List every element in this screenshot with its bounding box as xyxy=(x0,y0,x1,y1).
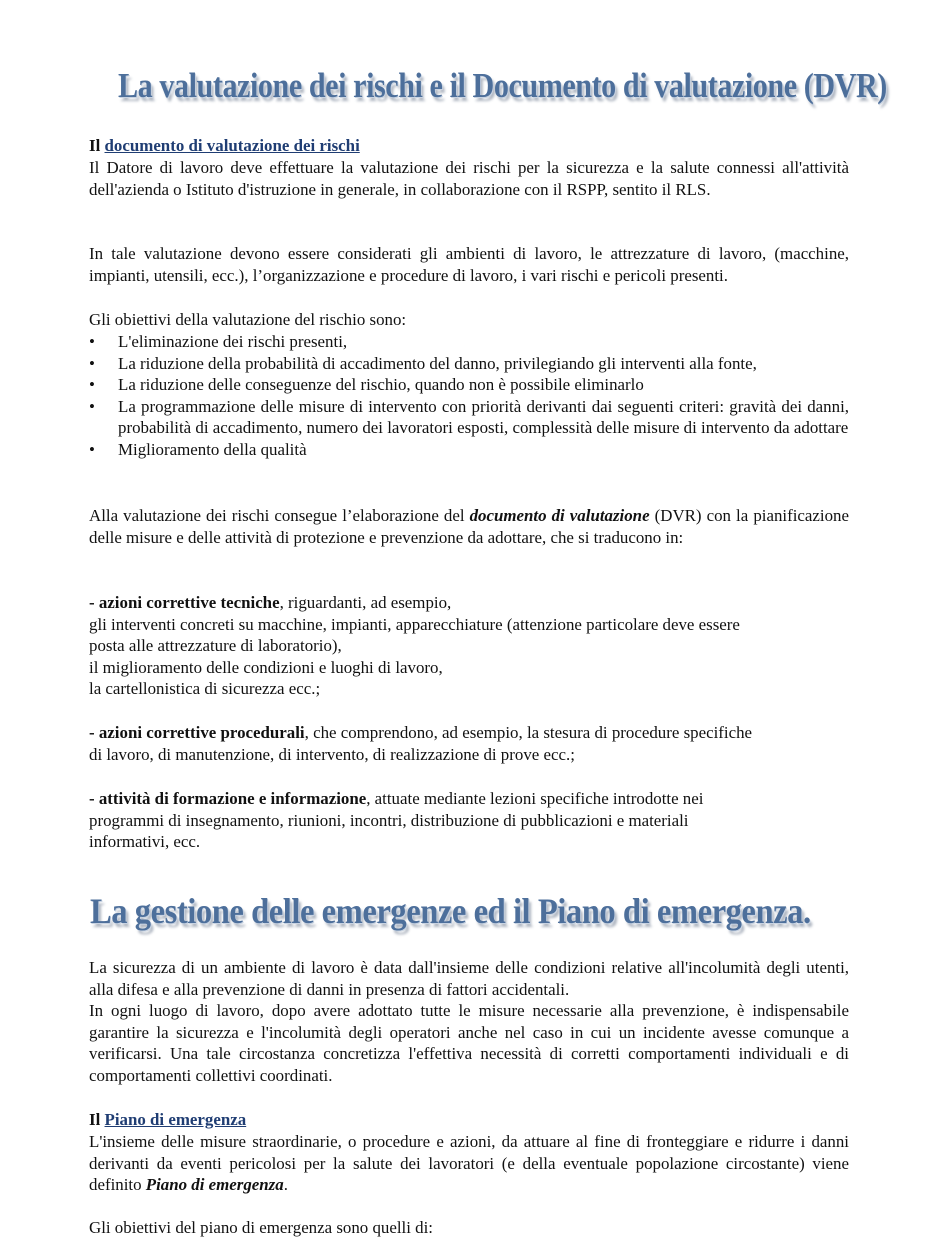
paragraph-incident-preparedness: In ogni luogo di lavoro, dopo avere adottato tutte le misure necessarie alla prevenzione, è indispensabile garantire la sicurezza e l'incolumità degli operatori anche nel caso in cui un incidente avesse comunque a verificarsi. Una tale circostanza concretizza l'effettiva necessità di corretti comportamenti individuali e di comportamenti collettivi coordinati. xyxy=(89,1001,849,1085)
section-title-emergency: La gestione delle emergenze ed il Piano di emergenza. xyxy=(90,891,811,931)
list-item-text: La programmazione delle misure di intervento con priorità derivanti dai seguenti criteri: gravità dei danni, probabilità di accadimento, numero dei lavoratori esposti, complessità delle misure di intervento da adottare xyxy=(118,396,849,437)
text-line: gli interventi concreti su macchine, impianti, apparecchiature (attenzione particolare deve essere xyxy=(89,614,740,634)
objectives-intro: Gli obiettivi della valutazione del rischio sono: xyxy=(89,310,407,329)
text-run: , che comprendono, ad esempio, la stesura di procedure specifiche xyxy=(304,723,753,742)
emphasis-dvr: documento di valutazione xyxy=(469,506,650,525)
text-run: Alla valutazione dei rischi consegue l’elaborazione del xyxy=(89,506,470,525)
section-title-dvr: La valutazione dei rischi e il Documento di valutazione (DVR) xyxy=(118,66,887,105)
emergency-plan-link[interactable]: Piano di emergenza xyxy=(104,1110,247,1129)
list-item-text: L'eliminazione dei rischi presenti, xyxy=(118,332,348,351)
list-item xyxy=(89,396,849,439)
text-line: posta alle attrezzature di laboratorio), xyxy=(89,636,342,655)
procedural-actions-block xyxy=(89,722,849,765)
text-run: (DVR) con la pianificazione delle misure e delle attività di protezione e prevenzione da adottare, che si traducono in: xyxy=(89,506,849,547)
procedural-actions-line xyxy=(89,722,849,744)
dash: - xyxy=(89,789,99,808)
paragraph-dvr-elaboration xyxy=(89,505,849,548)
list-item xyxy=(89,353,849,375)
text-run: . xyxy=(283,1175,288,1194)
list-item xyxy=(89,439,849,461)
list-item-text: La riduzione della probabilità di accadimento del danno, privilegiando gli interventi alla fonte, xyxy=(118,353,757,373)
technical-actions-block xyxy=(89,592,849,700)
paragraph-employer-duty: Il Datore di lavoro deve effettuare la valutazione dei rischi per la sicurezza e la salute connessi all'attività dell'azienda o Istituto d'istruzione in generale, in collaborazione con il RSPP, sentito il RLS. xyxy=(89,158,849,199)
text-line: il miglioramento delle condizioni e luoghi di lavoro, xyxy=(89,657,443,677)
text-run: L'insieme delle misure straordinarie, o procedure e azioni, da attuare al fine di fronteggiare e ridurre i danni derivanti da eventi pericolosi per la salute dei lavoratori (e della eventuale popolazione circostante) viene definito xyxy=(89,1132,849,1194)
bullet-icon: • xyxy=(89,439,95,459)
paragraph-emergency-objectives: Gli obiettivi del piano di emergenza sono quelli di: xyxy=(89,1218,433,1237)
heading-prefix: Il xyxy=(89,1110,101,1129)
dash: - xyxy=(89,723,99,742)
text-line: di lavoro, di manutenzione, di intervento, di realizzazione di prove ecc.; xyxy=(89,744,575,764)
bullet-icon: • xyxy=(89,332,95,351)
section-heading-dvr xyxy=(89,135,849,157)
list-item xyxy=(89,331,849,353)
technical-actions-line xyxy=(89,592,849,614)
text-run: , attuate mediante lezioni specifiche introdotte nei xyxy=(366,789,704,808)
training-activities-label: attività di formazione e informazione xyxy=(98,789,367,808)
procedural-actions-label: azioni correttive procedurali xyxy=(98,723,305,742)
bullet-icon: • xyxy=(89,396,95,416)
bullet-icon: • xyxy=(89,353,95,373)
training-activities-block xyxy=(89,788,849,853)
paragraph-evaluation-scope: In tale valutazione devono essere considerati gli ambienti di lavoro, le attrezzature di lavoro, (macchine, impianti, utensili, ecc.), l’organizzazione e procedure di lavoro, i vari rischi e pericoli presenti. xyxy=(89,244,849,285)
technical-actions-label: azioni correttive tecniche xyxy=(98,593,280,612)
training-activities-line xyxy=(89,788,849,810)
text-run: , riguardanti, ad esempio, xyxy=(279,593,452,612)
list-item-text: Miglioramento della qualità xyxy=(118,439,307,459)
dash: - xyxy=(89,593,99,612)
list-item xyxy=(89,374,849,396)
list-item-text: La riduzione delle conseguenze del rischio, quando non è possibile eliminarlo xyxy=(118,375,644,394)
heading-prefix: Il xyxy=(89,136,101,155)
section-heading-emergency-plan xyxy=(89,1109,849,1131)
text-line: la cartellonistica di sicurezza ecc.; xyxy=(89,679,321,698)
dvr-document-link[interactable]: documento di valutazione dei rischi xyxy=(104,136,360,155)
emphasis-emergency-plan: Piano di emergenza xyxy=(145,1175,284,1194)
paragraph-emergency-plan-definition xyxy=(89,1131,849,1196)
bullet-icon: • xyxy=(89,375,95,394)
objectives-list xyxy=(89,331,849,460)
text-line: informativi, ecc. xyxy=(89,832,201,851)
text-line: programmi di insegnamento, riunioni, incontri, distribuzione di pubblicazioni e materiali xyxy=(89,810,689,830)
paragraph-workplace-safety: La sicurezza di un ambiente di lavoro è data dall'insieme delle condizioni relative all'incolumità degli utenti, alla difesa e alla prevenzione di danni in presenza di fattori accidentali. xyxy=(89,958,849,999)
